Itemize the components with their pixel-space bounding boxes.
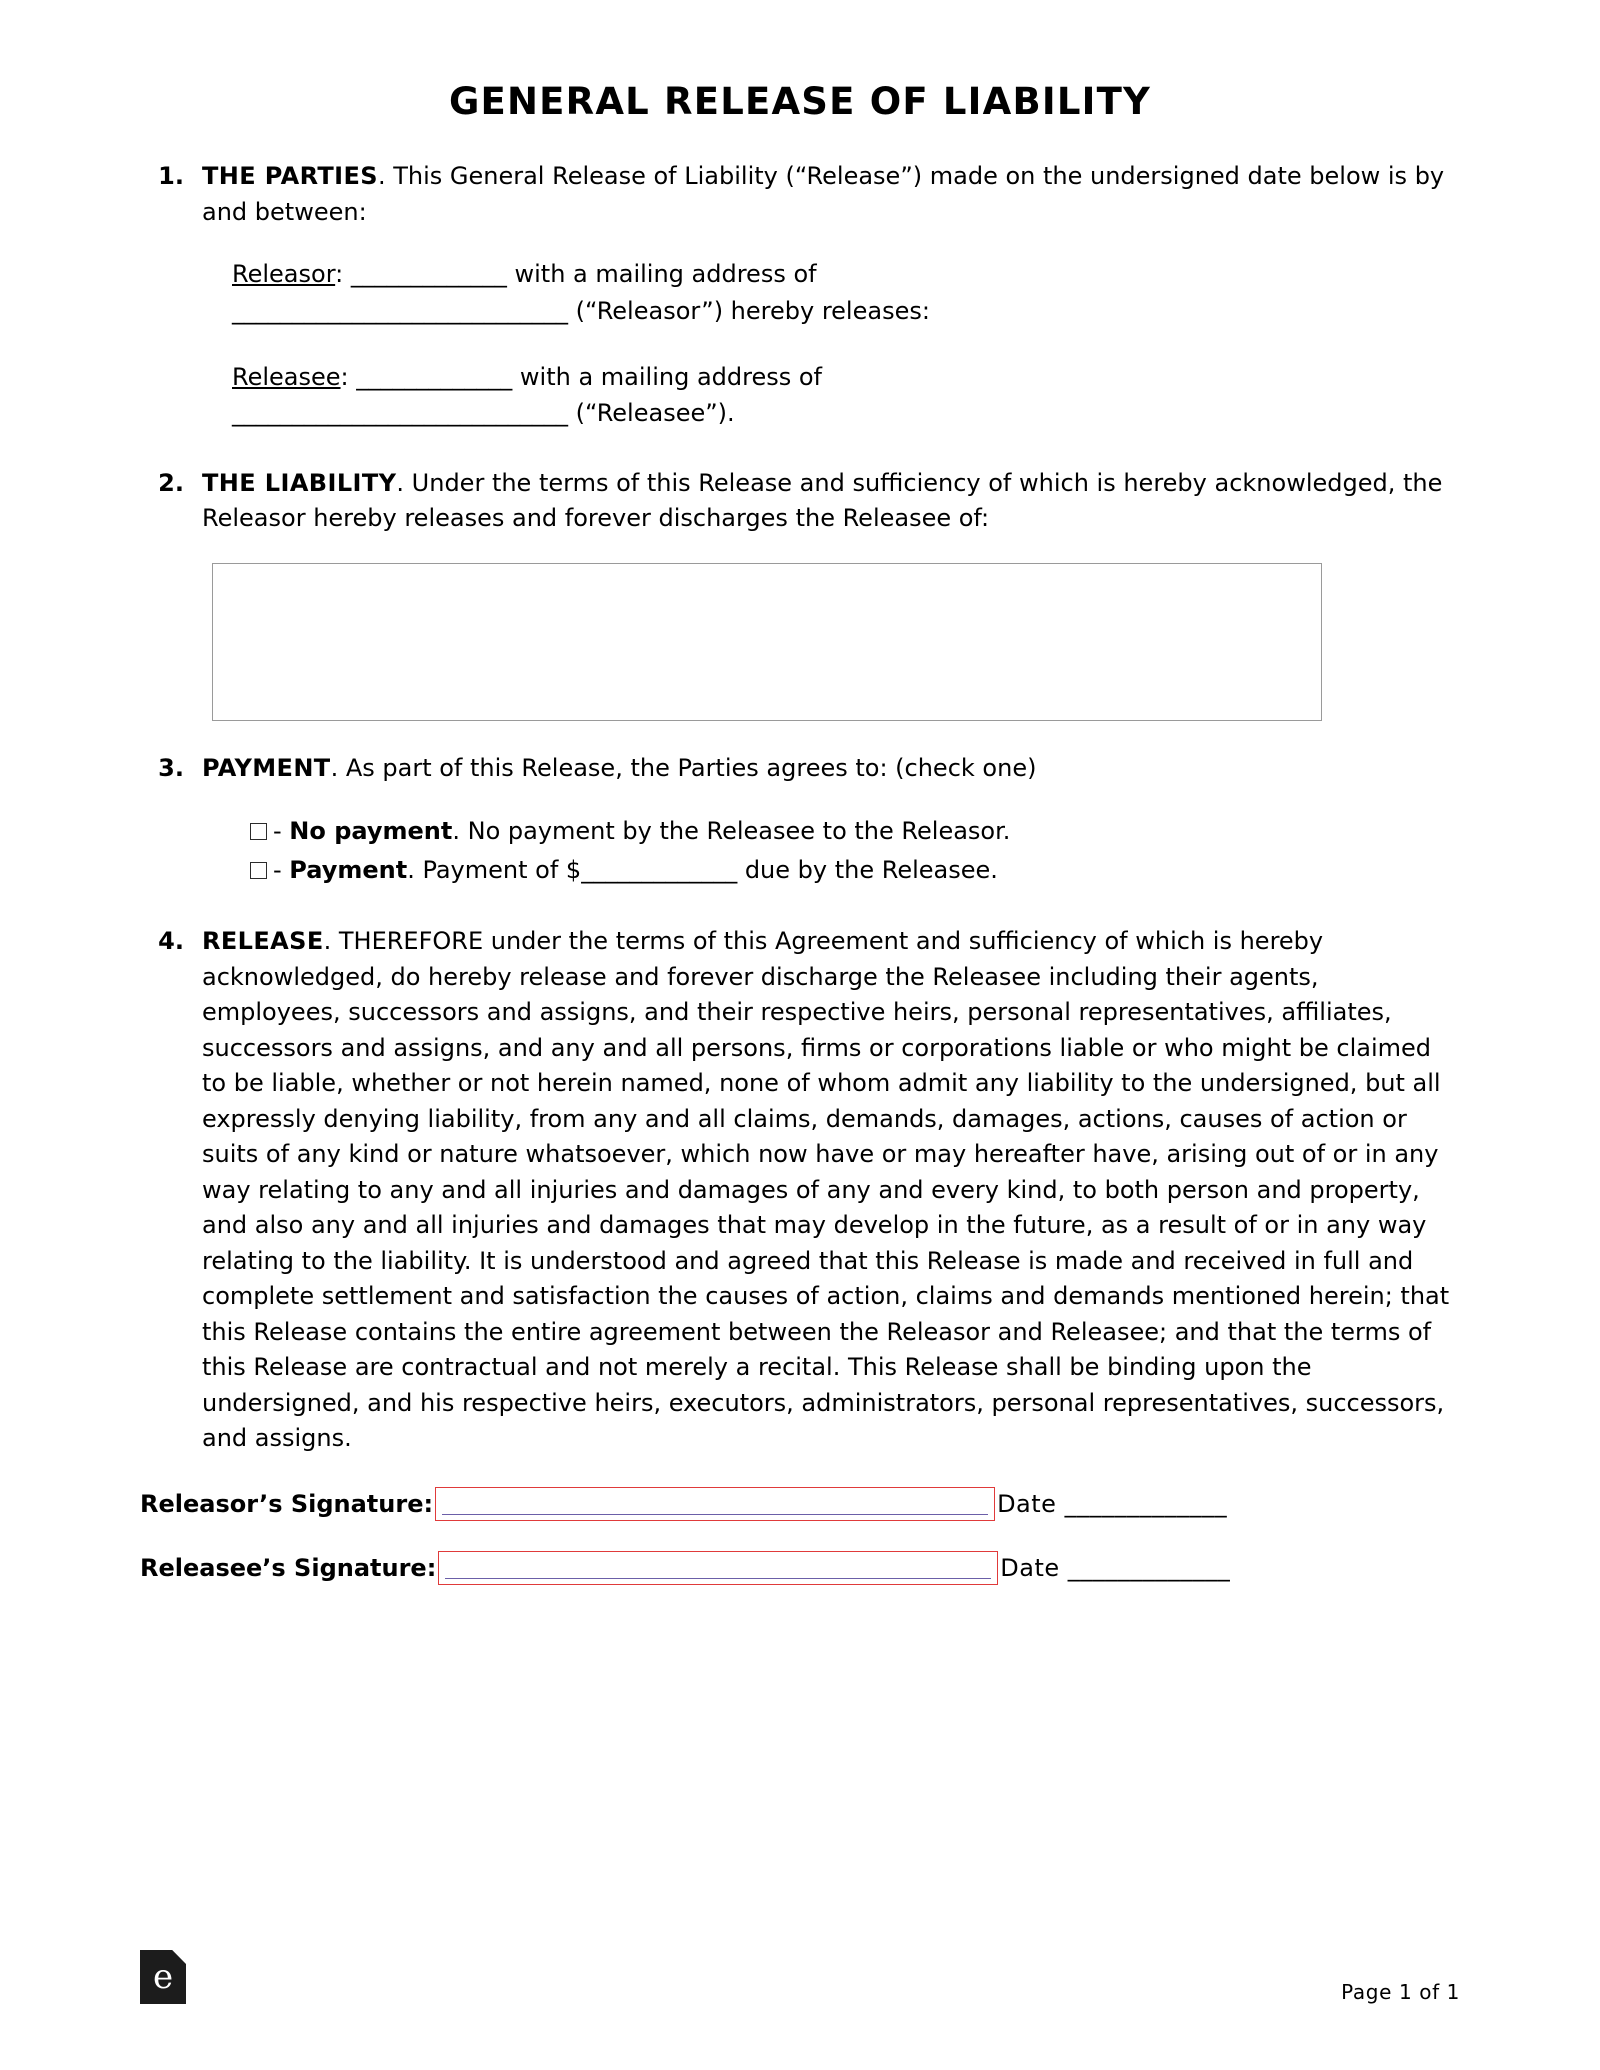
releasee-date-label[interactable]: Date _____________ [1000, 1553, 1231, 1582]
payment-option-no-payment[interactable] [250, 812, 1460, 851]
clause-body-text: . This General Release of Liability (“Release”) made on the undersigned date below is by and between: [202, 162, 1445, 226]
clause-number: 4. [158, 927, 184, 956]
logo-letter: e [152, 1957, 174, 1997]
releasor-signature-field[interactable] [435, 1487, 995, 1521]
clause-body-text: . Under the terms of this Release and sufficiency of which is hereby acknowledged, the Releasor hereby releases and forever discharges the Releasee of: [202, 468, 1443, 533]
option-prefix: - [273, 817, 290, 846]
liability-description-textarea[interactable] [212, 563, 1322, 721]
releasor-address-text: with a mailing address of [506, 260, 817, 289]
releasee-address-blank[interactable]: ____________________________ [232, 399, 568, 428]
clause-heading: PAYMENT [202, 753, 331, 782]
clause-body-text: . THEREFORE under the terms of this Agreement and sufficiency of which is hereby acknowledged, do hereby release and forever discharge the Releasee including their agents, employees, successors and assigns, and their respective heirs, personal representatives, affiliates, successors and assigns, and any and all persons, firms or corporations liable or who might be claimed to be liable, whether or not herein named, none of whom admit any liability to the undersigned, but all expressly denying liability, from any and all claims, demands, damages, actions, causes of action or suits of any kind or nature whatsoever, which now have or may hereafter have, arising out of or in any way relating to any and all injuries and damages of any and every kind, to both person and property, and also any and all injuries and damages that may develop in the future, as a result of or in any way relating to the liability. It is understood and agreed that this Release is made and received in full and complete settlement and satisfaction the causes of action, claims and demands mentioned herein; that this Release contains the entire agreement between the Releasor and Releasee; and that the terms of this Release are contractual and not merely a recital. This Release shall be binding upon the undersigned, and his respective heirs, executors, administrators, personal representatives, successors, and assigns. [202, 927, 1450, 1453]
releasee-signature-label: Releasee’s Signature: [140, 1553, 437, 1582]
clause-heading: RELEASE [202, 927, 324, 956]
checkbox-icon[interactable] [250, 823, 267, 840]
option-text: . No payment by the Releasee to the Releasor. [452, 817, 1011, 846]
releasee-address-text: with a mailing address of [512, 362, 822, 391]
releasee-signature-row [140, 1551, 1460, 1585]
releasee-label: Releasee [232, 362, 341, 391]
option-text-after: due by the Releasee. [737, 856, 998, 885]
page-number: Page 1 of 1 [1341, 1980, 1460, 2004]
releasor-address-blank[interactable]: ____________________________ [232, 296, 568, 325]
clause-liability [140, 466, 1460, 537]
option-label: No payment [289, 817, 453, 846]
option-label: Payment [289, 856, 408, 885]
clause-release [140, 924, 1460, 1457]
releasor-name-blank[interactable]: : _____________ [335, 260, 507, 289]
payment-options [250, 812, 1460, 890]
payment-amount-blank[interactable]: _____________ [581, 856, 738, 885]
clause-body-text: . As part of this Release, the Parties agrees to: (check one) [330, 753, 1037, 782]
clause-heading: THE LIABILITY [202, 468, 397, 497]
clause-text [202, 159, 1460, 230]
clause-text [202, 751, 1460, 787]
page-title: GENERAL RELEASE OF LIABILITY [448, 80, 1152, 123]
releasee-name-blank[interactable]: : _____________ [340, 362, 513, 391]
option-text-before: . Payment of $ [407, 856, 582, 885]
clause-payment [140, 751, 1460, 787]
releasor-block [232, 256, 1460, 329]
payment-option-payment[interactable] [250, 851, 1460, 890]
clause-text [202, 924, 1460, 1457]
clause-heading: THE PARTIES [202, 162, 378, 190]
releasee-suffix: (“Releasee”). [568, 399, 735, 428]
checkbox-icon[interactable] [250, 862, 267, 879]
releasor-signature-row [140, 1487, 1460, 1521]
releasor-suffix: (“Releasor”) hereby releases: [568, 296, 930, 325]
releasor-signature-label: Releasor’s Signature: [140, 1489, 434, 1518]
clause-text [202, 466, 1460, 537]
clause-number: 3. [158, 753, 184, 782]
eforms-logo-icon [140, 1950, 186, 2004]
releasor-label: Releasor [232, 260, 336, 289]
clause-number: 2. [158, 468, 184, 497]
option-prefix: - [273, 856, 290, 885]
clause-parties [140, 159, 1460, 230]
clause-number: 1. [158, 162, 184, 190]
releasor-date-label[interactable]: Date _____________ [997, 1489, 1228, 1518]
releasee-signature-field[interactable] [438, 1551, 998, 1585]
releasee-block [232, 359, 1460, 432]
page-footer [140, 1950, 1460, 2004]
